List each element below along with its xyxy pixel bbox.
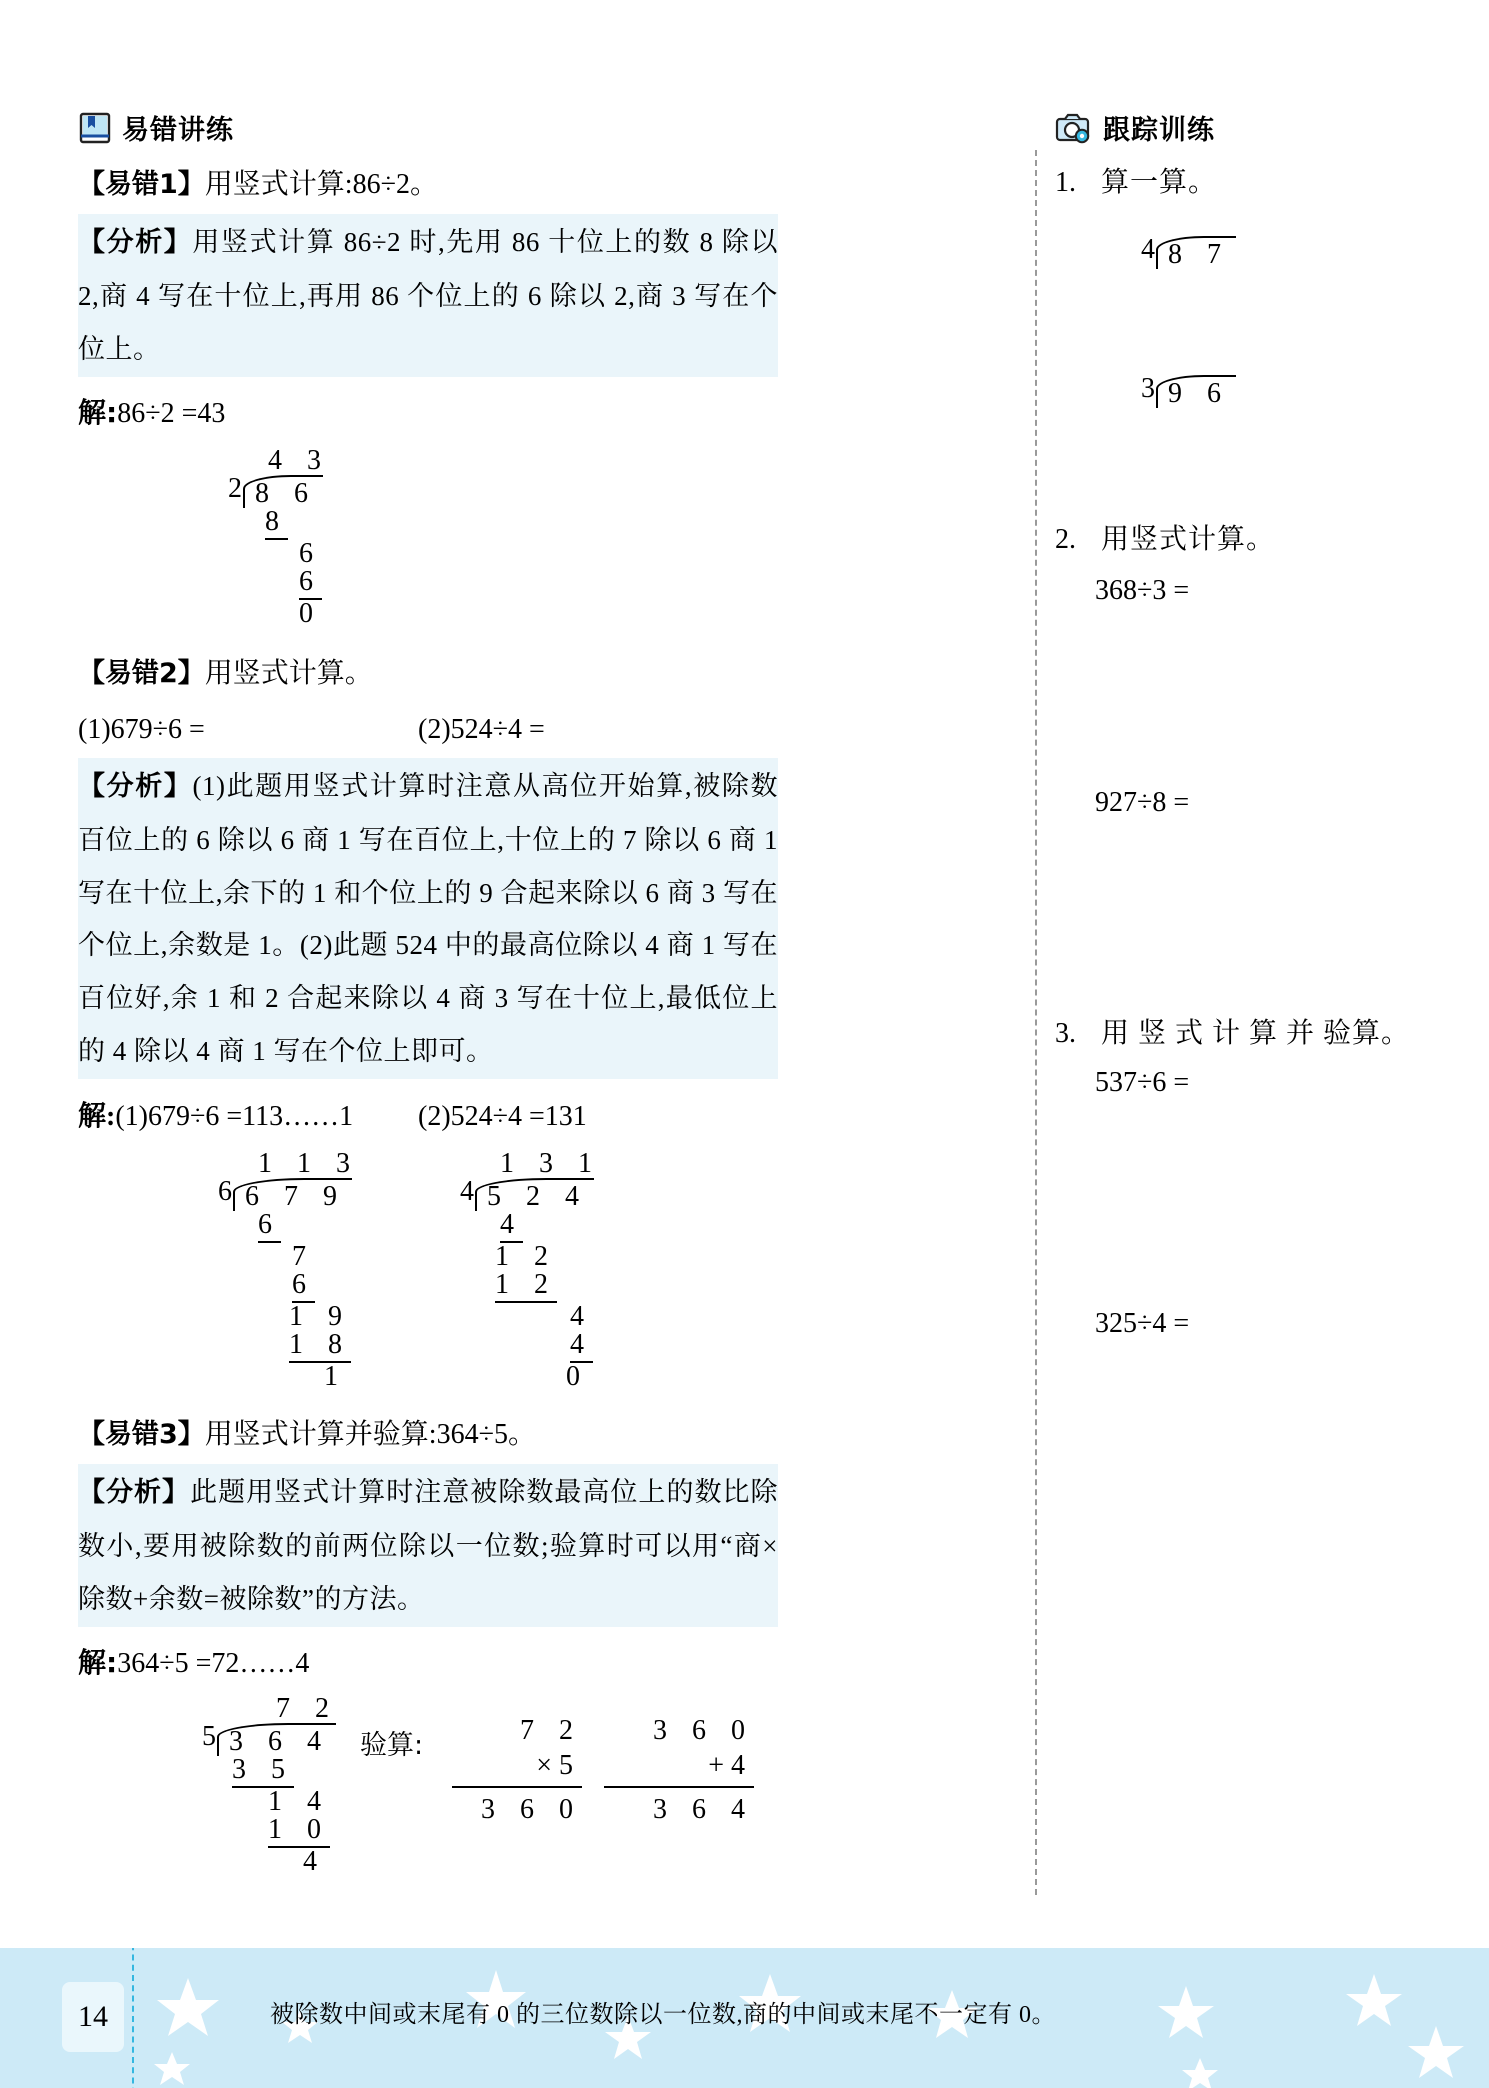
problem-2-divisions [78,1147,778,1392]
footer-dashed-line [132,1948,134,2088]
problem-1-analysis-text: 用竖式计算 86÷2 时,先用 86 十位上的数 8 除以 2,商 4 写在十位上,再用 86 个位上的 6 除以 2,商 3 写在个位上。 [78,227,778,364]
problem-1-solution [78,391,778,437]
left-column [78,108,778,1876]
division-step: 1 2 [495,1240,557,1272]
exercise-2-expr-1: 368÷3 = [1095,574,1190,606]
dividend: 8 7 [1168,238,1230,270]
problem-2-analysis [78,758,778,1079]
problem-1-solve-text: 86÷2 =43 [117,398,226,430]
problem-1-label: 【易错1】 [78,169,205,200]
division-step: 4 [570,1300,593,1332]
division-step: 6 [292,1271,315,1303]
problem-1-analysis-label: 【分析】 [78,227,193,259]
exercise-3-title: 用 竖 式 计 算 并 验算。 [1101,1018,1411,1050]
problem-3-analysis [78,1464,778,1627]
right-section-title: 跟踪训练 [1103,115,1215,146]
division-step: 1 8 [289,1331,351,1363]
quotient: 1 1 3 [258,1147,359,1179]
exercise-1-number: 1. [1055,167,1076,198]
multiplicand: 7 2 [520,1715,582,1747]
divisor: 3 [1141,372,1155,404]
addend-1: 3 6 0 [653,1715,754,1747]
problem-2 [78,652,778,1391]
exercise-2-title: 用竖式计算。 [1101,523,1276,555]
problem-1-analysis [78,214,778,377]
exercise-3-expr-2: 325÷4 = [1095,1307,1190,1339]
division-step: 6 [299,568,322,600]
division-step: 7 [292,1240,315,1272]
book-icon [78,111,112,145]
camera-gear-icon [1055,112,1093,144]
verify-multiplication [452,1695,582,1827]
problem-3 [78,1413,778,1876]
divisor: 4 [460,1175,474,1207]
right-column [1055,108,1435,1347]
problem-2-title [78,652,778,695]
division-step: 0 [299,598,322,630]
quotient: 7 2 [276,1693,338,1725]
divisor: 4 [1141,233,1155,265]
exercise-3-expr-1: 537÷6 = [1095,1066,1190,1098]
divisor: 5 [202,1721,216,1753]
exercise-2 [1055,518,1435,563]
problem-1 [78,163,778,628]
division-step: 1 4 [268,1786,330,1818]
divisor: 2 [228,473,242,505]
page-number: 14 [62,1982,124,2052]
problem-2-label: 【易错2】 [78,658,205,690]
multiplier: 5 [559,1750,582,1782]
addition-operator: + [708,1750,724,1782]
sum: 3 6 4 [653,1794,754,1826]
problem-2-questions [78,708,778,753]
exercise-1-title: 算一算。 [1101,167,1218,198]
problem-2-solutions [78,1095,778,1140]
division-step: 0 [566,1360,589,1392]
verify-addition [604,1695,754,1827]
addend-2: 4 [731,1750,754,1782]
multiplication-operator: × [536,1750,552,1782]
problem-3-long-division [202,1695,338,1876]
dividend: 5 2 4 [487,1180,588,1212]
problem-2-text: 用竖式计算。 [204,658,373,690]
problem-2-long-division-2 [418,1147,601,1392]
division-step: 1 2 [495,1271,557,1303]
problem-3-title [78,1413,778,1456]
problem-2-q2: (2)524÷4 = [418,713,545,745]
page-footer [0,1948,1489,2088]
problem-3-work [78,1695,778,1876]
division-step: 4 [570,1331,593,1363]
dividend: 8 6 [255,478,317,510]
division-step: 1 [324,1360,347,1392]
exercise-2-number: 2. [1055,523,1076,555]
dividend: 3 6 4 [229,1726,330,1758]
problem-2-analysis-label: 【分析】 [78,771,193,803]
product: 3 6 0 [481,1794,582,1826]
problem-1-text: 用竖式计算:86÷2。 [204,169,438,200]
problem-3-analysis-label: 【分析】 [78,1477,191,1509]
exercise-1-division-2 [1141,372,1435,409]
problem-3-label: 【易错3】 [78,1418,205,1450]
problem-3-text: 用竖式计算并验算:364÷5。 [204,1418,536,1450]
dividend: 6 7 9 [245,1180,346,1212]
exercise-3 [1055,1012,1435,1057]
exercise-3-number: 3. [1055,1018,1076,1050]
left-section-header [78,108,778,147]
column-divider [1035,150,1037,1895]
division-step: 4 [500,1211,523,1243]
problem-2-q1: (1)679÷6 = [78,713,205,745]
division-step: 1 9 [289,1300,351,1332]
left-section-title: 易错讲练 [122,115,234,146]
problem-3-analysis-text: 此题用竖式计算时注意被除数最高位上的数比除数小,要用被除数的前两位除以一位数;验算时可以用“商×除数+余数=被除数”的方法。 [78,1477,779,1614]
problem-1-solve-label: 解: [78,396,118,430]
division-step: 4 [303,1846,326,1878]
problem-2-solve-1 [78,1095,418,1140]
division-step: 6 [299,538,322,570]
problem-1-title [78,163,778,206]
quotient: 4 3 [268,445,330,477]
problem-3-solve-text: 364÷5 =72……4 [117,1648,310,1680]
problem-1-long-division [228,447,778,628]
problem-3-solution [78,1641,778,1687]
divisor: 6 [218,1175,232,1207]
right-section-header [1055,108,1435,147]
problem-2-solve-2: (2)524÷4 =131 [418,1101,587,1133]
division-step: 3 5 [232,1756,294,1788]
dividend: 9 6 [1168,377,1230,409]
verify-label: 验算: [360,1730,424,1762]
division-step: 1 0 [268,1816,330,1848]
problem-3-solve-label: 解: [78,1646,118,1680]
quotient: 1 3 1 [500,1147,601,1179]
exercise-2-expr-2: 927÷8 = [1095,787,1190,819]
problem-2-long-division-1 [78,1147,418,1392]
exercise-1 [1055,161,1435,206]
problem-2-solve-label: 解: [78,1101,116,1133]
footer-tip-text: 被除数中间或末尾有 0 的三位数除以一位数,商的中间或末尾不一定有 0。 [270,2002,1056,2028]
problem-2-analysis-text: (1)此题用竖式计算时注意从高位开始算,被除数百位上的 6 除以 6 商 1 写在百位上,十位上的 7 除以 6 商 1 写在十位上,余下的 1 和个位上的 9 合起来除以 6 商 3 写在个位上,余数是 1。(2)此题 524 中的最高位除以 4 商 1 写在百位好,余 1 和 2 合起来除以 4 商 3 写在十位上,最低位上的 4 除以 4 商 1 写在个位上即可。 [78,771,778,1066]
exercise-1-division-1 [1141,233,1435,270]
division-step: 8 [265,508,288,540]
problem-2-solve1-text: (1)679÷6 =113……1 [115,1101,354,1133]
division-step: 6 [258,1211,281,1243]
